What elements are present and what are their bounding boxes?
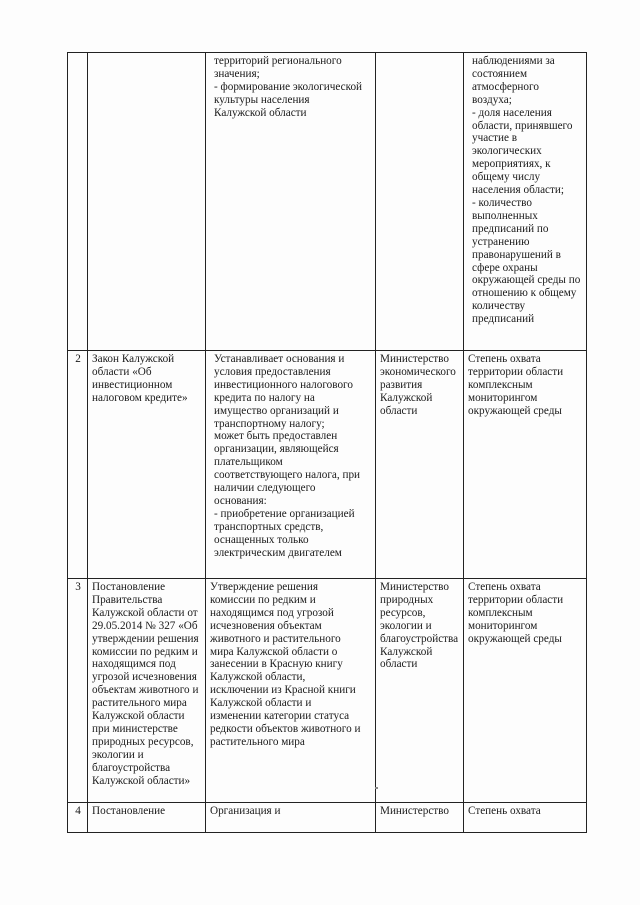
cell-text-line: экономического [380,365,456,378]
table-body [68,53,587,833]
cell-text-line: выполненных [472,209,538,222]
cell-text-line: природных [380,593,434,606]
cell-text-line: Министерство [380,805,449,817]
table-row [68,351,587,579]
cell-text-line: мира Калужской области о [210,645,338,658]
cell-text-line: основания: [214,494,267,507]
cell-text-line: комиссии по редким и [210,593,316,606]
cell-text-line: территории области [468,593,564,606]
scan-speck [375,787,378,789]
cell-text-line: имущество организаций и [214,404,339,417]
cell-text-line: Закон Калужской [92,353,175,365]
cell-text-line: находящимся под [92,658,176,671]
cell-text-line: окружающей среды [468,404,562,417]
cell-text-line: области [380,404,418,417]
cell-text-line: организации, являющейся [214,443,339,456]
cell-text-line: Калужской области от [92,606,198,619]
cell-text-line: - доля населения [472,106,552,119]
cell-text-line: транспортных средств, [214,520,324,533]
cell-text-line: атмосферного [472,80,539,93]
cell-text-line: - приобретение организацией [214,507,355,520]
cell-text-line: участие в [472,132,518,145]
row-number-cell: 2 [68,351,88,579]
cell-text-line: Министерство [380,353,449,365]
cell-text-line: Калужской области и [210,697,312,710]
cell-text-line: Калужской [380,645,433,658]
cell-text-line: комплексным [468,606,533,619]
cell-text-line: Утверждение решения [210,581,318,593]
document-cell [88,803,206,833]
cell-text-line: Калужской области [214,106,307,119]
cell-text-line: количеству [472,300,526,313]
cell-text-line: - количество [472,196,532,209]
content-cell [206,53,376,351]
cell-text-line: мониторингом [468,391,538,404]
cell-text-line: может быть предоставлен [214,430,338,443]
cell-text-line: благоустройства [380,632,459,645]
cell-text-line: редкости объектов животного и [210,722,361,735]
cell-text-line: Калужской [380,391,433,404]
cell-text-line: окружающей среды [468,632,562,645]
cell-text-line: территории области [468,365,564,378]
cell-text-line: области [380,658,418,671]
document-cell [88,579,206,803]
cell-text-line: электрическим двигателем [214,546,342,559]
cell-text-line: благоустройства [92,761,171,774]
indicator-cell [464,351,587,579]
executor-cell [376,803,464,833]
cell-text-line: комиссии по редким и [92,645,198,658]
executor-cell [376,351,464,579]
cell-text-line: значения; [214,67,260,80]
cell-text-line: территорий регионального [214,55,342,67]
cell-text-line: Постановление [92,805,166,817]
cell-text-line: транспортному налогу; [214,417,325,430]
table-row [68,579,587,803]
content-cell [206,579,376,803]
cell-text-line: при министерстве [92,722,178,735]
cell-text-line: комплексным [468,378,533,391]
document-cell [88,53,206,351]
cell-text-line: изменении категории статуса [210,710,350,723]
indicator-cell [464,803,587,833]
cell-text-line: Организация и [210,805,281,817]
content-cell [206,803,376,833]
cell-text-line: наличии следующего [214,482,316,495]
programs-table [67,52,587,833]
cell-text-line: населения области; [472,184,564,197]
cell-text-line: воздуха; [472,93,512,106]
cell-text-line: правонарушений в [472,248,561,261]
cell-text-line: Устанавливает основания и [214,353,345,365]
executor-cell [376,53,464,351]
cell-text-line: Калужской области, [210,671,306,684]
cell-text-line: находящимся под угрозой [210,606,334,619]
cell-text-line: природных ресурсов, [92,735,194,748]
cell-text-line: общему числу [472,171,541,184]
cell-text-line: объектам животного и [92,684,199,697]
row-number-cell: 4 [68,803,88,833]
cell-text-line: условия предоставления [214,365,331,378]
cell-text-line: утверждении решения [92,632,199,645]
cell-text-line: мониторингом [468,619,538,632]
row-number-cell [68,53,88,351]
cell-text-line: исчезновения объектам [210,619,322,632]
cell-text-line: Постановление [92,581,166,593]
cell-text-line: развития [380,378,423,391]
table-row [68,53,587,351]
cell-text-line: состоянием [472,67,528,80]
cell-text-line: оснащенных только [214,533,309,546]
cell-text-line: - формирование экологической [214,80,363,93]
executor-cell [376,579,464,803]
cell-text-line: наблюдениями за [472,55,555,67]
cell-text-line: инвестиционного налогового [214,378,353,391]
cell-text-line: мероприятиях, к [472,158,551,171]
cell-text-line: окружающей среды по [472,274,581,287]
cell-text-line: Калужской области» [92,774,191,787]
cell-text-line: соответствующего налога, при [214,469,361,482]
cell-text-line: инвестиционном [92,378,173,391]
cell-text-line: Степень охвата [468,353,541,365]
row-number-cell: 3 [68,579,88,803]
cell-text-line: области, принявшего [472,119,573,132]
cell-text-line: налоговом кредите» [92,391,188,404]
cell-text-line: исключении из Красной книги [210,684,356,697]
cell-text-line: Министерство [380,581,449,593]
cell-text-line: занесении в Красную книгу [210,658,343,671]
cell-text-line: Степень охвата [468,805,541,817]
cell-text-line: области «Об [92,365,152,378]
cell-text-line: предписаний [472,313,535,326]
cell-text-line: экологии и [92,748,144,761]
cell-text-line: предписаний по [472,222,549,235]
content-cell [206,351,376,579]
cell-text-line: плательщиком [214,456,283,469]
cell-text-line: животного и растительного [210,632,341,645]
cell-text-line: растительного мира [92,697,187,710]
cell-text-line: кредита по налогу на [214,391,315,404]
cell-text-line: культуры населения [214,93,310,106]
cell-text-line: экологических [472,145,542,158]
cell-text-line: растительного мира [210,735,305,748]
cell-text-line: отношению к общему [472,287,577,300]
cell-text-line: экологии и [380,619,432,632]
cell-text-line: Степень охвата [468,581,541,593]
cell-text-line: угрозой исчезновения [92,671,197,684]
cell-text-line: Правительства [92,593,163,606]
cell-text-line: ресурсов, [380,606,426,619]
indicator-cell [464,53,587,351]
table-row [68,803,587,833]
indicator-cell [464,579,587,803]
cell-text-line: 29.05.2014 № 327 «Об [92,619,198,632]
cell-text-line: сфере охраны [472,261,538,274]
cell-text-line: устранению [472,235,530,248]
document-cell [88,351,206,579]
cell-text-line: Калужской области [92,710,185,723]
